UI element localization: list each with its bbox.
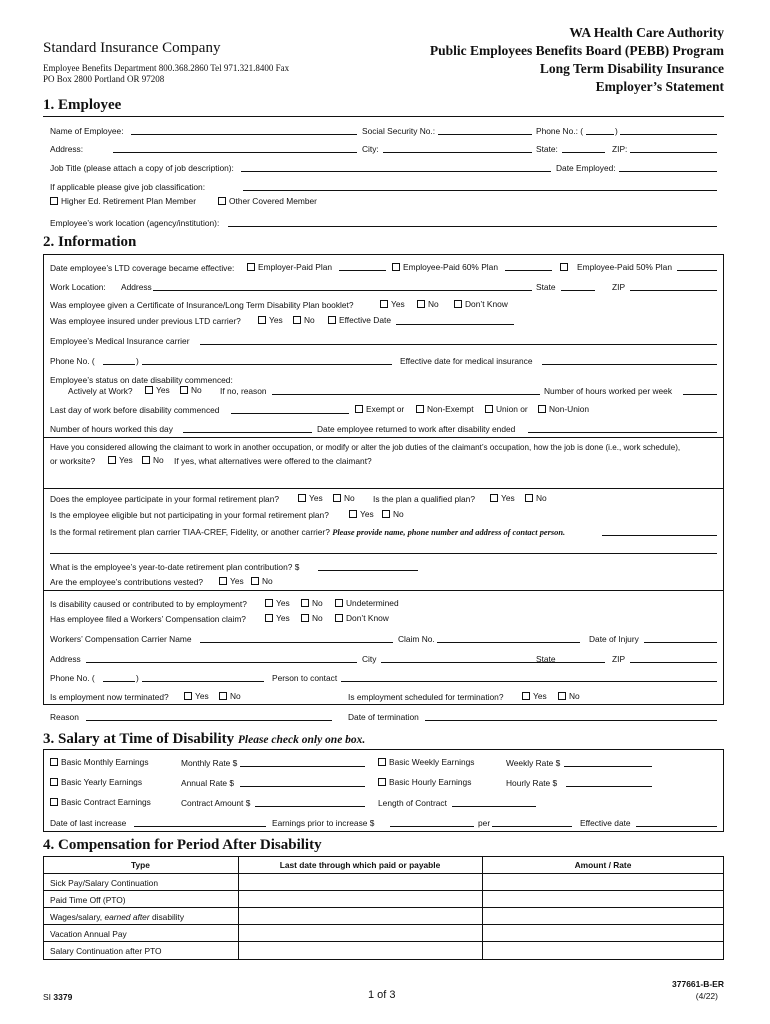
- prev-yes[interactable]: Yes: [258, 315, 283, 325]
- checkbox[interactable]: [180, 386, 188, 394]
- med-effective-label: Effective date for medical insurance: [400, 356, 533, 366]
- termination-date-field[interactable]: [425, 720, 717, 721]
- actively-at-work-label: Actively at Work?: [68, 386, 133, 396]
- divider: [43, 941, 724, 942]
- checkbox[interactable]: [392, 263, 400, 271]
- union-option[interactable]: Union or: [485, 404, 528, 414]
- zip-field[interactable]: [630, 152, 717, 153]
- hours-week-field[interactable]: [683, 394, 717, 395]
- work-address-field[interactable]: [153, 290, 532, 291]
- reason-field[interactable]: [86, 720, 332, 721]
- checkbox[interactable]: [184, 692, 192, 700]
- higher-ed-option[interactable]: Higher Ed. Retirement Plan Member: [50, 196, 196, 206]
- carrier-question: Is the formal retirement plan carrier TIAA-CREF, Fidelity, or another carrier? Please provide name, phone number and address of contact person.: [50, 527, 566, 537]
- col-amount: Amount / Rate: [574, 860, 632, 870]
- vested-question: Are the employee’s contributions vested?: [50, 577, 204, 587]
- checkbox[interactable]: [301, 599, 309, 607]
- checkbox[interactable]: [558, 692, 566, 700]
- wc-carrier-field[interactable]: [200, 642, 393, 643]
- form-number: 377661-B-ER: [672, 979, 724, 989]
- basic-contract-option[interactable]: Basic Contract Earnings: [50, 797, 151, 807]
- employee-paid-60-date[interactable]: [505, 270, 552, 271]
- checkbox[interactable]: [108, 456, 116, 464]
- caused-question: Is disability caused or contributed to by employment?: [50, 599, 247, 609]
- exempt-option[interactable]: Exempt or: [355, 404, 404, 414]
- checkbox[interactable]: [333, 494, 341, 502]
- phone-field[interactable]: [620, 134, 717, 135]
- checkbox[interactable]: [490, 494, 498, 502]
- qualified-no[interactable]: No: [525, 493, 547, 503]
- table-row: Vacation Annual Pay: [50, 929, 127, 939]
- injury-date-field[interactable]: [644, 642, 717, 643]
- hourly-rate-field[interactable]: [566, 786, 652, 787]
- job-title-label: Job Title (please attach a copy of job description):: [50, 163, 234, 173]
- checkbox[interactable]: [416, 405, 424, 413]
- col-last-date: Last date through which paid or payable: [279, 860, 441, 870]
- work-location-label: Employee’s work location (agency/institution):: [50, 218, 220, 228]
- wc-city-field[interactable]: [381, 662, 562, 663]
- checkbox[interactable]: [251, 577, 259, 585]
- caused-undetermined[interactable]: Undetermined: [335, 598, 399, 608]
- checkbox[interactable]: [265, 614, 273, 622]
- monthly-rate-field[interactable]: [240, 766, 365, 767]
- last-day-label: Last day of work before disability commenced: [50, 405, 220, 415]
- address-field[interactable]: [113, 152, 357, 153]
- length-contract-field[interactable]: [452, 806, 536, 807]
- length-contract-label: Length of Contract: [378, 798, 447, 808]
- terminated-question: Is employment now terminated?: [50, 692, 169, 702]
- effective-date-field[interactable]: [636, 826, 717, 827]
- returned-field[interactable]: [528, 432, 717, 433]
- work-zip-field[interactable]: [630, 290, 717, 291]
- checkbox[interactable]: [50, 197, 58, 205]
- med-phone-field[interactable]: [142, 364, 392, 365]
- wc-phone-field[interactable]: [142, 681, 264, 682]
- work-location-field[interactable]: [228, 226, 717, 227]
- checkbox[interactable]: [293, 316, 301, 324]
- contract-amount-field[interactable]: [255, 806, 365, 807]
- section-3-title: 3. Salary at Time of Disability Please check only one box.: [43, 731, 366, 747]
- classification-label: If applicable please give job classification:: [50, 182, 206, 192]
- eligible-question: Is the employee eligible but not participating in your formal retirement plan?: [50, 510, 329, 520]
- medical-carrier-field[interactable]: [200, 344, 717, 345]
- divider: [43, 590, 724, 591]
- date-employed-label: Date Employed:: [556, 163, 616, 173]
- work-loc-label: Work Location:: [50, 282, 106, 292]
- cert-no[interactable]: No: [417, 299, 439, 309]
- table-row: Wages/salary, earned after disability: [50, 912, 185, 922]
- status-label: Employee’s status on date disability commenced:: [50, 375, 233, 385]
- section-1-title: 1. Employee: [43, 97, 122, 113]
- basic-monthly-option[interactable]: Basic Monthly Earnings: [50, 757, 149, 767]
- city-field[interactable]: [383, 152, 532, 153]
- wc-city-label: City: [362, 654, 377, 664]
- other-covered-option[interactable]: Other Covered Member: [218, 196, 317, 206]
- po-box: PO Box 2800 Portland OR 97208: [43, 74, 165, 84]
- checkbox[interactable]: [258, 316, 266, 324]
- prev-no[interactable]: No: [293, 315, 315, 325]
- last-day-field[interactable]: [231, 413, 349, 414]
- if-no-reason-label: If no, reason: [220, 386, 267, 396]
- formal-no[interactable]: No: [333, 493, 355, 503]
- work-zip-label: ZIP: [612, 282, 626, 292]
- scheduled-question: Is employment scheduled for termination?: [348, 692, 504, 702]
- medical-carrier-label: Employee’s Medical Insurance carrier: [50, 336, 190, 346]
- contract-amount-label: Contract Amount $: [181, 798, 251, 808]
- ssn-label: Social Security No.:: [362, 126, 436, 136]
- wc-state-field[interactable]: [561, 662, 605, 663]
- wc-phone-area[interactable]: [103, 681, 135, 682]
- eligible-no[interactable]: No: [382, 509, 404, 519]
- employee-paid-50-option[interactable]: Employee-Paid 50% Plan: [560, 262, 672, 272]
- date-employed-field[interactable]: [619, 171, 717, 172]
- person-contact-field[interactable]: [341, 681, 717, 682]
- terminated-yes[interactable]: Yes: [184, 691, 209, 701]
- checkbox[interactable]: [378, 778, 386, 786]
- checkbox[interactable]: [50, 778, 58, 786]
- employer-paid-date[interactable]: [339, 270, 386, 271]
- phone-paren: ): [615, 126, 618, 136]
- work-addr-label: Address: [121, 282, 152, 292]
- work-state-field[interactable]: [561, 290, 595, 291]
- checkbox[interactable]: [218, 197, 226, 205]
- ltd-effective-label: Date employee’s LTD coverage became effective:: [50, 263, 235, 273]
- checkbox[interactable]: [380, 300, 388, 308]
- scheduled-no[interactable]: No: [558, 691, 580, 701]
- last-increase-label: Date of last increase: [50, 818, 127, 828]
- formal-yes[interactable]: Yes: [298, 493, 323, 503]
- checkbox[interactable]: [378, 758, 386, 766]
- checkbox[interactable]: [265, 599, 273, 607]
- col-type: Type: [131, 860, 150, 870]
- vested-no[interactable]: No: [251, 576, 273, 586]
- checkbox[interactable]: [301, 614, 309, 622]
- checkbox[interactable]: [335, 599, 343, 607]
- state-label: State:: [536, 144, 558, 154]
- basic-weekly-option[interactable]: Basic Weekly Earnings: [378, 757, 475, 767]
- wc-claim-question: Has employee filed a Workers’ Compensation claim?: [50, 614, 246, 624]
- basic-hourly-option[interactable]: Basic Hourly Earnings: [378, 777, 471, 787]
- hours-day-field[interactable]: [183, 432, 312, 433]
- section-2-title: 2. Information: [43, 234, 137, 250]
- dept-contact: Employee Benefits Department 800.368.2860 Tel 971.321.8400 Fax: [43, 63, 290, 73]
- prev-effective-date[interactable]: [396, 324, 514, 325]
- name-field[interactable]: [131, 134, 357, 135]
- phone-label: Phone No.: (: [536, 126, 584, 136]
- per-field[interactable]: [492, 826, 572, 827]
- checkbox[interactable]: [50, 758, 58, 766]
- termination-date-label: Date of termination: [348, 712, 419, 722]
- vested-yes[interactable]: Yes: [219, 576, 244, 586]
- checkbox[interactable]: [355, 405, 363, 413]
- divider: [43, 437, 724, 438]
- carrier-field[interactable]: [602, 535, 717, 536]
- checkbox[interactable]: [417, 300, 425, 308]
- page-number: 1 of 3: [368, 989, 396, 1001]
- checkbox[interactable]: [538, 405, 546, 413]
- wc-yes[interactable]: Yes: [265, 613, 290, 623]
- med-phone-area[interactable]: [103, 364, 135, 365]
- checkbox[interactable]: [454, 300, 462, 308]
- wc-address-label: Address: [50, 654, 81, 664]
- checkbox[interactable]: [142, 456, 150, 464]
- non-exempt-option[interactable]: Non-Exempt: [416, 404, 474, 414]
- per-label: per: [478, 818, 491, 828]
- ytd-field[interactable]: [318, 570, 418, 571]
- qualified-question: Is the plan a qualified plan?: [373, 494, 475, 504]
- section-1-rule: [43, 116, 724, 117]
- if-no-reason-field[interactable]: [272, 394, 540, 395]
- work-state-label: State: [536, 282, 556, 292]
- checkbox[interactable]: [522, 692, 530, 700]
- wc-no[interactable]: No: [301, 613, 323, 623]
- checkbox[interactable]: [349, 510, 357, 518]
- table-row: Paid Time Off (PTO): [50, 895, 126, 905]
- classification-field[interactable]: [243, 190, 717, 191]
- checkbox[interactable]: [219, 692, 227, 700]
- form-si: SI 3379: [43, 992, 73, 1002]
- ytd-label: What is the employee’s year-to-date retirement plan contribution? $: [50, 562, 300, 572]
- cert-yes[interactable]: Yes: [380, 299, 405, 309]
- claim-no-field[interactable]: [437, 642, 580, 643]
- checkbox[interactable]: [485, 405, 493, 413]
- scheduled-yes[interactable]: Yes: [522, 691, 547, 701]
- certificate-question: Was employee given a Certificate of Insurance/Long Term Disability Plan booklet?: [50, 300, 354, 310]
- carrier-field-2[interactable]: [50, 553, 717, 554]
- checkbox[interactable]: [50, 798, 58, 806]
- employee-paid-50-date[interactable]: [677, 270, 717, 271]
- table-row: Salary Continuation after PTO: [50, 946, 162, 956]
- annual-rate-label: Annual Rate $: [181, 778, 235, 788]
- compensation-table: [43, 856, 724, 960]
- wc-dont-know[interactable]: Don’t Know: [335, 613, 389, 623]
- claim-no-label: Claim No.: [398, 634, 435, 644]
- wc-zip-label: ZIP: [612, 654, 626, 664]
- effective-date-label: Effective date: [580, 818, 631, 828]
- divider: [43, 924, 724, 925]
- hours-day-label: Number of hours worked this day: [50, 424, 173, 434]
- monthly-rate-label: Monthly Rate $: [181, 758, 238, 768]
- person-contact-label: Person to contact: [272, 673, 338, 683]
- checkbox[interactable]: [335, 614, 343, 622]
- active-no[interactable]: No: [180, 385, 202, 395]
- hourly-rate-label: Hourly Rate $: [506, 778, 558, 788]
- wc-state-label: State: [536, 654, 556, 664]
- active-yes[interactable]: Yes: [145, 385, 170, 395]
- checkbox[interactable]: [247, 263, 255, 271]
- name-label: Name of Employee:: [50, 126, 124, 136]
- wc-phone-label: Phone No. (: [50, 673, 95, 683]
- wc-carrier-label: Workers’ Compensation Carrier Name: [50, 634, 192, 644]
- divider: [238, 856, 239, 960]
- earnings-prior-field[interactable]: [390, 826, 474, 827]
- checkbox[interactable]: [560, 263, 568, 271]
- divider: [43, 488, 724, 489]
- qualified-yes[interactable]: Yes: [490, 493, 515, 503]
- divider: [43, 890, 724, 891]
- checkbox[interactable]: [525, 494, 533, 502]
- divider: [43, 873, 724, 874]
- state-field[interactable]: [562, 152, 605, 153]
- address-label: Address:: [50, 144, 84, 154]
- checkbox[interactable]: [219, 577, 227, 585]
- form-title: WA Health Care Authority Public Employees Benefits Board (PEBB) Program Long Term Disability Insurance Employer’s Statement: [429, 25, 724, 94]
- job-title-field[interactable]: [241, 171, 551, 172]
- city-label: City:: [362, 144, 379, 154]
- form-date: (4/22): [695, 991, 718, 1001]
- wc-address-field[interactable]: [86, 662, 357, 663]
- last-increase-field[interactable]: [134, 826, 266, 827]
- checkbox[interactable]: [382, 510, 390, 518]
- considered-yes[interactable]: Yes: [108, 455, 133, 465]
- divider: [43, 907, 724, 908]
- cert-dont-know[interactable]: Don’t Know: [454, 299, 508, 309]
- reason-label: Reason: [50, 712, 79, 722]
- alternatives-label: If yes, what alternatives were offered to the claimant?: [174, 456, 372, 466]
- formal-plan-question: Does the employee participate in your formal retirement plan?: [50, 494, 280, 504]
- injury-date-label: Date of Injury: [589, 634, 639, 644]
- earnings-prior-label: Earnings prior to increase $: [272, 818, 375, 828]
- phone-area-field[interactable]: [586, 134, 614, 135]
- weekly-rate-field[interactable]: [564, 766, 652, 767]
- returned-label: Date employee returned to work after disability ended: [317, 424, 516, 434]
- eligible-yes[interactable]: Yes: [349, 509, 374, 519]
- terminated-no[interactable]: No: [219, 691, 241, 701]
- caused-no[interactable]: No: [301, 598, 323, 608]
- weekly-rate-label: Weekly Rate $: [506, 758, 561, 768]
- zip-label: ZIP:: [612, 144, 628, 154]
- wc-zip-field[interactable]: [630, 662, 717, 663]
- section-4-title: 4. Compensation for Period After Disability: [43, 837, 322, 853]
- previous-carrier-question: Was employee insured under previous LTD carrier?: [50, 316, 241, 326]
- employee-paid-60-option[interactable]: Employee-Paid 60% Plan: [392, 262, 498, 272]
- checkbox[interactable]: [145, 386, 153, 394]
- med-phone-label: Phone No. (: [50, 356, 95, 366]
- section-3-note: Please check only one box.: [237, 734, 366, 746]
- med-effective-field[interactable]: [542, 364, 717, 365]
- wc-phone-paren: ): [136, 673, 139, 683]
- ssn-field[interactable]: [438, 134, 532, 135]
- considered-no[interactable]: No: [142, 455, 164, 465]
- caused-yes[interactable]: Yes: [265, 598, 290, 608]
- basic-yearly-option[interactable]: Basic Yearly Earnings: [50, 777, 142, 787]
- table-row: Sick Pay/Salary Continuation: [50, 878, 158, 888]
- med-phone-paren: ): [136, 356, 139, 366]
- worksite-label: or worksite?: [50, 456, 96, 466]
- considered-question: Have you considered allowing the claimant to work in another occupation, or modify or alter the job duties of the claimant’s occupation, how the job is done (i.e., work schedule),: [50, 443, 681, 452]
- checkbox[interactable]: [298, 494, 306, 502]
- non-union-option[interactable]: Non-Union: [538, 404, 589, 414]
- hours-week-label: Number of hours worked per week: [544, 386, 673, 396]
- employer-paid-option[interactable]: Employer-Paid Plan: [247, 262, 332, 272]
- annual-rate-field[interactable]: [240, 786, 365, 787]
- prev-effective[interactable]: Effective Date: [328, 315, 391, 325]
- company-name: Standard Insurance Company: [43, 40, 221, 56]
- divider: [482, 856, 483, 960]
- checkbox[interactable]: [328, 316, 336, 324]
